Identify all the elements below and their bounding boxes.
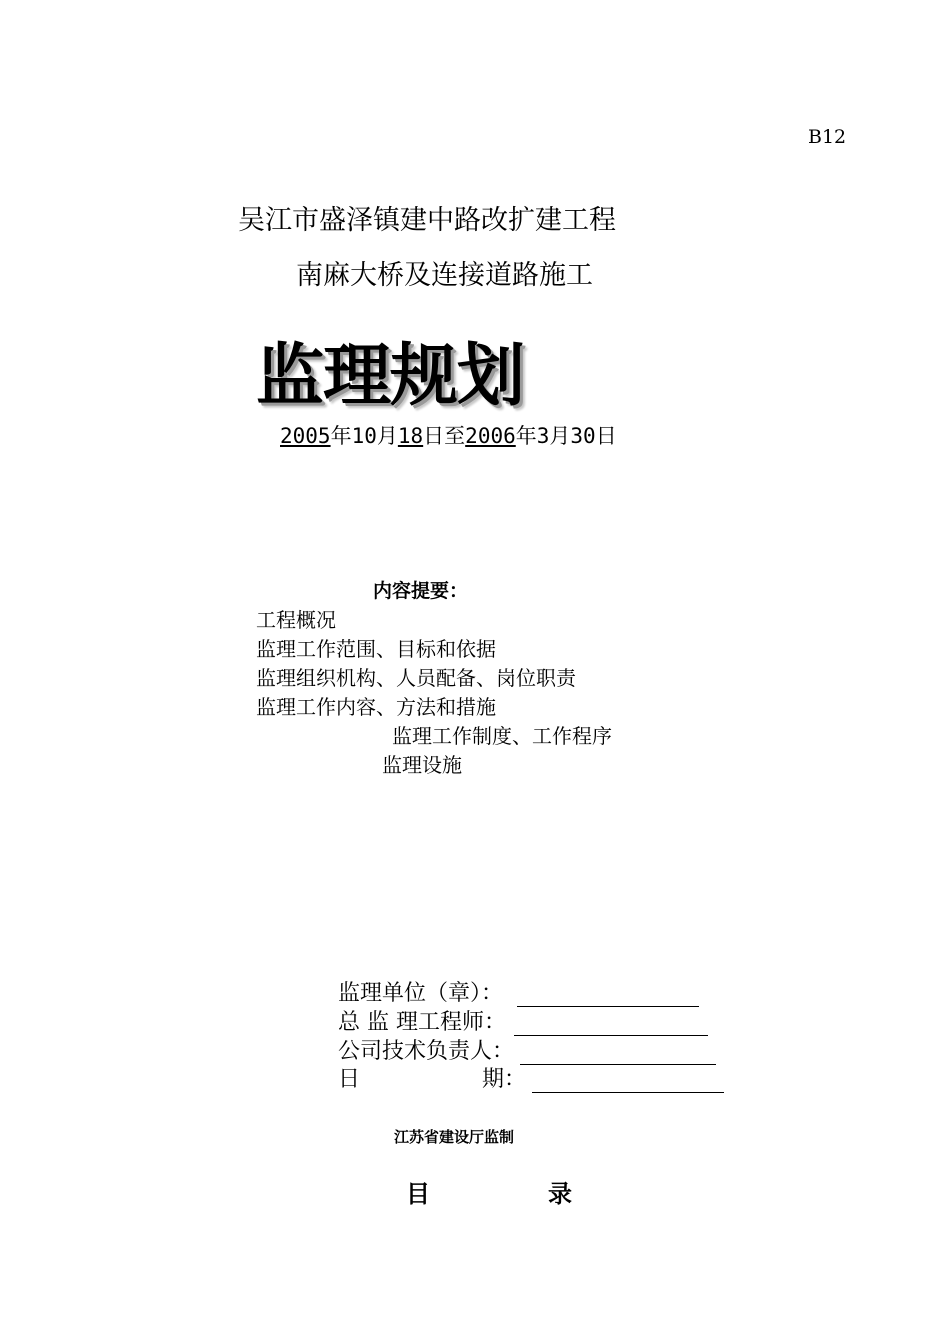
end-month: 3 bbox=[536, 424, 550, 448]
signature-tech-label: 公司技术负责人： bbox=[338, 1039, 515, 1064]
summary-item: 监理工作内容、方法和措施 bbox=[256, 695, 496, 719]
project-title-line1: 吴江市盛泽镇建中路改扩建工程 bbox=[238, 205, 616, 236]
issuer-text: 江苏省建设厅监制 bbox=[394, 1128, 515, 1146]
month-char: 月 bbox=[376, 424, 398, 448]
start-month: 10 bbox=[351, 424, 377, 448]
signature-unit-label: 监理单位（章）： bbox=[338, 981, 504, 1006]
year-char: 年 bbox=[330, 424, 352, 448]
end-day: 30 bbox=[570, 424, 596, 448]
period-line bbox=[280, 420, 617, 450]
year-char-2: 年 bbox=[515, 424, 537, 448]
day-char: 日 bbox=[595, 424, 617, 448]
signature-tech-row bbox=[338, 1034, 716, 1065]
toc-char-1: 目 bbox=[406, 1180, 430, 1208]
main-title: 监理规划 bbox=[256, 337, 525, 416]
summary-item: 监理组织机构、人员配备、岗位职责 bbox=[256, 666, 576, 690]
summary-item: 监理工作范围、目标和依据 bbox=[256, 637, 496, 661]
signature-date-row bbox=[338, 1062, 724, 1093]
to-text: 日至 bbox=[423, 424, 466, 448]
signature-unit-line[interactable] bbox=[517, 982, 699, 1007]
start-year: 2005 bbox=[280, 424, 331, 448]
summary-item: 监理工作制度、工作程序 bbox=[392, 724, 612, 748]
toc-char-2: 录 bbox=[548, 1180, 572, 1208]
end-year: 2006 bbox=[465, 424, 516, 448]
summary-heading: 内容提要： bbox=[373, 580, 469, 602]
signature-date-line[interactable] bbox=[532, 1068, 724, 1093]
signature-chief-row bbox=[338, 1005, 708, 1036]
project-title-line2: 南麻大桥及连接道路施工 bbox=[296, 260, 593, 291]
toc-heading bbox=[406, 1174, 572, 1209]
signature-unit-row bbox=[338, 976, 699, 1007]
signature-chief-line[interactable] bbox=[514, 1011, 708, 1036]
month-char-2: 月 bbox=[549, 424, 571, 448]
signature-date-label-b: 期： bbox=[482, 1067, 527, 1092]
summary-item: 监理设施 bbox=[382, 753, 462, 777]
start-day: 18 bbox=[397, 424, 424, 448]
signature-chief-label: 总 监 理工程师： bbox=[338, 1010, 506, 1035]
document-code: B12 bbox=[808, 126, 847, 148]
signature-date-label-a: 日 bbox=[338, 1067, 361, 1092]
summary-item: 工程概况 bbox=[256, 608, 336, 632]
